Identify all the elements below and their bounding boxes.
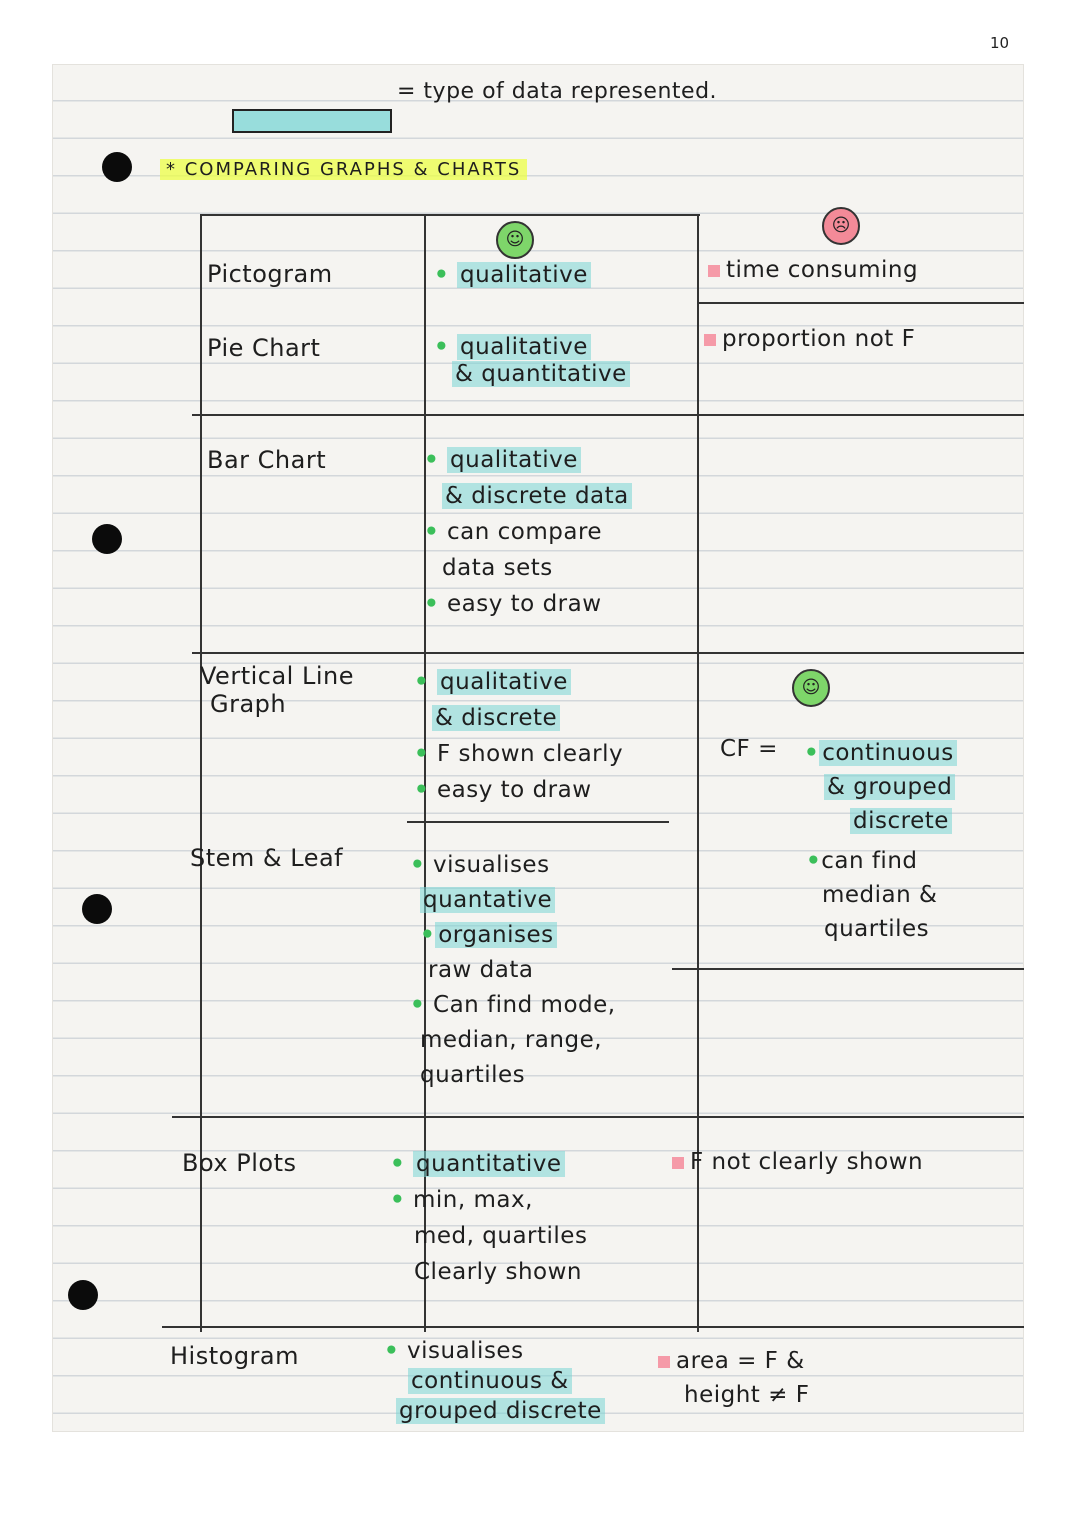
page-title [160, 159, 527, 180]
happy-face-icon: ☺ [496, 221, 534, 259]
pictogram-con: time consuming [708, 257, 918, 284]
row-label-histogram: Histogram [170, 1342, 299, 1370]
cf-note: • continuous & grouped discrete •can find median & quartiles [804, 736, 957, 946]
row-divider-7 [162, 1326, 1024, 1328]
pictogram-pro: • qualitative [434, 262, 591, 289]
notebook-page [52, 64, 1024, 1432]
row-divider-6 [172, 1116, 1024, 1118]
row-divider-3 [192, 652, 1024, 654]
row-label-pictogram: Pictogram [207, 260, 333, 288]
box-plots-con: F not clearly shown [672, 1149, 923, 1176]
vertical-line-graph-pros: • qualitative & discrete • F shown clearly • easy to draw [414, 669, 624, 803]
binder-hole-1 [102, 152, 132, 182]
row-divider-5 [672, 968, 1024, 970]
key-swatch [232, 109, 392, 133]
page-number: 10 [990, 34, 1010, 52]
title-highlight: * COMPARING GRAPHS & CHARTS [160, 159, 527, 180]
binder-hole-3 [82, 894, 112, 924]
row-divider-2 [192, 414, 1024, 416]
histogram-cons: area = F & height ≠ F [658, 1344, 809, 1412]
binder-hole-4 [68, 1280, 98, 1310]
stem-and-leaf-pros: • visualises quantative • organises raw data • Can find mode, median, range, quartiles [410, 852, 616, 1088]
pie-chart-con: proportion not F [704, 326, 915, 353]
row-label-box-plots: Box Plots [182, 1149, 297, 1177]
histogram-pros: • visualises continuous & grouped discrete [384, 1336, 605, 1426]
row-divider-1 [697, 302, 1024, 304]
happy-face-icon-cf: ☺ [792, 669, 830, 707]
box-plots-pros: • quantitative • min, max, med, quartiles Clearly shown [390, 1151, 588, 1285]
row-label-stem-and-leaf: Stem & Leaf [190, 844, 344, 872]
row-label-bar-chart: Bar Chart [207, 446, 327, 474]
sad-face-icon: ☹ [822, 207, 860, 245]
table-top-border [200, 214, 700, 216]
row-label-pie-chart: Pie Chart [207, 334, 321, 362]
key-label: = type of data represented. [397, 79, 718, 104]
pie-chart-pros: • qualitative & quantitative [434, 334, 630, 388]
binder-hole-2 [92, 524, 122, 554]
row-divider-4 [407, 821, 669, 823]
bar-chart-pros: • qualitative & discrete data • can compare data sets • easy to draw [424, 442, 632, 622]
row-label-vertical-line-graph: Vertical Line Graph [200, 662, 354, 719]
cf-label: CF = [720, 736, 778, 762]
